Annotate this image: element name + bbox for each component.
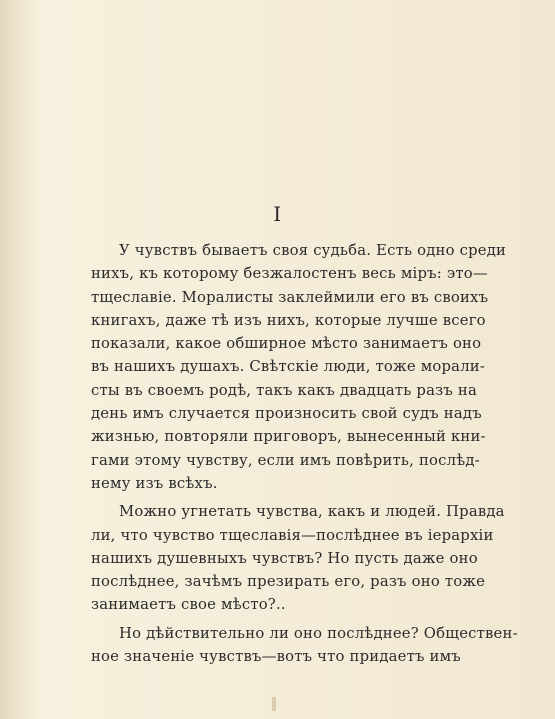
text-line: ли, что чувство тщеславія—послѣднее въ іерархіи: [91, 526, 494, 544]
text-line: жизнью, повторяли приговоръ, вынесенный кни-: [91, 428, 486, 446]
text-line: показали, какое обширное мѣсто занимаетъ оно: [91, 335, 482, 353]
text-line: ное значеніе чувствъ—вотъ что придаетъ имъ: [91, 648, 461, 666]
text-line: сты въ своемъ родѣ, такъ какъ двадцать разъ на: [91, 381, 477, 399]
text-line: книгахъ, даже тѣ изъ нихъ, которые лучше всего: [91, 311, 486, 329]
body-text: [91, 239, 518, 668]
text-line: Можно угнетать чувства, какъ и людей. Правда: [119, 503, 505, 521]
text-line: тщеславіе. Моралисты заклеймили его въ своихъ: [91, 288, 489, 306]
text-line: послѣднее, зачѣмъ презирать его, разъ оно тоже: [91, 573, 486, 591]
text-line: день имъ случается произносить свой судъ надъ: [91, 405, 482, 423]
pencil-mark: [272, 697, 276, 711]
text-line: занимаетъ свое мѣсто?..: [91, 596, 286, 614]
text-line: нашихъ душевныхъ чувствъ? Но пусть даже оно: [91, 549, 478, 567]
text-line: въ нашихъ душахъ. Свѣтскіе люди, тоже морали-: [91, 358, 486, 376]
text-line: У чувствъ бываетъ своя судьба. Есть одно среди: [119, 242, 507, 259]
text-line: нему изъ всѣхъ.: [91, 474, 218, 492]
chapter-numeral: I: [273, 202, 282, 226]
text-line: Но дѣйствительно ли оно послѣднее? Обществен-: [119, 624, 518, 642]
text-line: гами этому чувству, если имъ повѣрить, послѣд-: [91, 451, 480, 469]
text-line: нихъ, къ которому безжалостенъ весь міръ: это—: [91, 265, 488, 283]
